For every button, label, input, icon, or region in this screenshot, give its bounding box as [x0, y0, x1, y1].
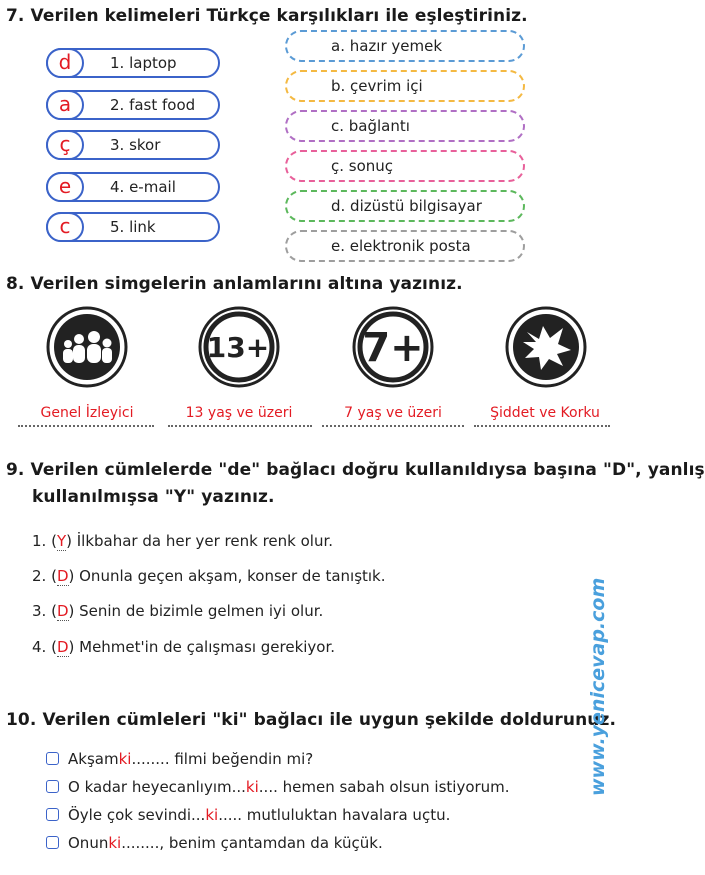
- match-right-item-d: [285, 190, 525, 222]
- match-right-label-c: c. bağlantı: [331, 117, 410, 135]
- match-right-label-d: d. dizüstü bilgisayar: [331, 197, 482, 215]
- answer-line-1: [18, 425, 154, 427]
- answer-badge-4[interactable]: e: [46, 172, 84, 202]
- watermark: [576, 560, 616, 800]
- match-left-item-5: [46, 212, 220, 242]
- icon-answer-4: Şiddet ve Korku: [490, 405, 600, 421]
- match-left-label-2: 2. fast food: [110, 96, 196, 114]
- q9-answer-3[interactable]: D: [56, 602, 69, 620]
- checkbox-2[interactable]: [46, 780, 59, 793]
- q10-item-2: O kadar heyecanlıyım...ki.... hemen sabah olsun istiyorum.: [46, 778, 510, 796]
- match-left-label-3: 3. skor: [110, 136, 161, 154]
- general-audience-icon: [46, 306, 128, 388]
- q9-answer-4[interactable]: D: [56, 638, 69, 656]
- q9-item-3: 3. (D) Senin de bizimle gelmen iyi olur.: [32, 602, 324, 620]
- q9-title-line2: kullanılmışsa "Y" yazınız.: [32, 487, 275, 507]
- q7-title: 7. Verilen kelimeleri Türkçe karşılıkları ile eşleştiriniz.: [6, 6, 528, 26]
- answer-line-3: [322, 425, 464, 427]
- q10-item-1: Akşamki........ filmi beğendin mi?: [46, 750, 313, 768]
- q9-item-4: 4. (D) Mehmet'in de çalışması gerekiyor.: [32, 638, 336, 656]
- match-right-label-e: e. elektronik posta: [331, 237, 471, 255]
- q9-answer-2[interactable]: D: [56, 567, 69, 585]
- answer-badge-1[interactable]: d: [46, 48, 84, 78]
- match-right-label-a: a. hazır yemek: [331, 37, 443, 55]
- icon-answer-3: 7 yaş ve üzeri: [344, 405, 442, 421]
- match-left-label-1: 1. laptop: [110, 54, 177, 72]
- svg-text:13+: 13+: [206, 331, 270, 364]
- answer-line-4: [474, 425, 610, 427]
- q10-item-3: Öyle çok sevindi...ki..... mutluluktan havalara uçtu.: [46, 806, 450, 824]
- q9-item-2: 2. (D) Onunla geçen akşam, konser de tanıştık.: [32, 567, 386, 585]
- q10-answer-4[interactable]: ki: [108, 834, 122, 852]
- match-right-item-b: [285, 70, 525, 102]
- match-left-label-4: 4. e-mail: [110, 178, 176, 196]
- icon-answer-2: 13 yaş ve üzeri: [185, 405, 293, 421]
- q8-title: 8. Verilen simgelerin anlamlarını altına yazınız.: [6, 274, 463, 294]
- checkbox-1[interactable]: [46, 752, 59, 765]
- q10-item-4: Onunki........, benim çantamdan da küçük.: [46, 834, 383, 852]
- violence-icon: [505, 306, 587, 388]
- match-right-label-b: b. çevrim içi: [331, 77, 423, 95]
- svg-text:7+: 7+: [362, 325, 424, 371]
- match-left-item-1: [46, 48, 220, 78]
- q9-item-1: 1. (Y) İlkbahar da her yer renk renk olur.: [32, 532, 334, 550]
- match-right-item-e: [285, 230, 525, 262]
- icon-answer-1: Genel İzleyici: [40, 405, 134, 421]
- match-left-label-5: 5. link: [110, 218, 156, 236]
- answer-badge-2[interactable]: a: [46, 90, 84, 120]
- answer-line-2: [168, 425, 312, 427]
- q10-answer-1[interactable]: ki: [118, 750, 132, 768]
- q10-answer-3[interactable]: ki: [205, 806, 219, 824]
- match-left-item-4: [46, 172, 220, 202]
- svg-text:www.yenicevap.com: www.yenicevap.com: [587, 577, 609, 796]
- q9-answer-1[interactable]: Y: [56, 532, 67, 550]
- 13-plus-icon: [198, 306, 280, 388]
- match-right-item-cc: [285, 150, 525, 182]
- 7-plus-icon: [352, 306, 434, 388]
- checkbox-3[interactable]: [46, 808, 59, 821]
- match-left-item-2: [46, 90, 220, 120]
- q10-title: 10. Verilen cümleleri "ki" bağlacı ile uygun şekilde doldurunuz.: [6, 710, 617, 730]
- q9-title: 9. Verilen cümlelerde "de" bağlacı doğru kullanıldıysa başına "D", yanlış: [6, 460, 705, 480]
- match-left-item-3: [46, 130, 220, 160]
- match-right-item-c: [285, 110, 525, 142]
- match-right-item-a: [285, 30, 525, 62]
- q10-answer-2[interactable]: ki: [245, 778, 259, 796]
- checkbox-4[interactable]: [46, 836, 59, 849]
- answer-badge-5[interactable]: c: [46, 212, 84, 242]
- answer-badge-3[interactable]: ç: [46, 130, 84, 160]
- match-right-label-cc: ç. sonuç: [331, 157, 394, 175]
